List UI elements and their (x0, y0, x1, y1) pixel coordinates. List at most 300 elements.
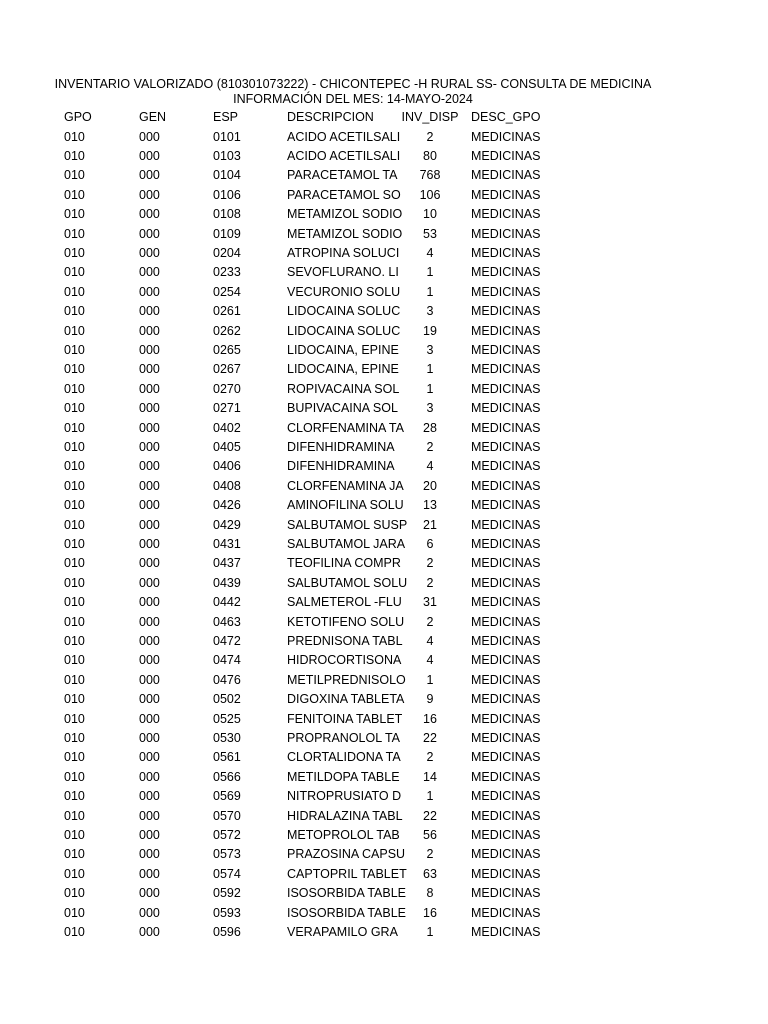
cell-inv-disp: 2 (426, 439, 434, 454)
cell-esp: 0574 (213, 866, 241, 881)
table-row (0, 360, 768, 379)
cell-gpo: 010 (64, 207, 85, 222)
cell-gpo: 010 (64, 672, 85, 687)
cell-inv-disp: 1 (426, 672, 434, 687)
cell-inv-disp: 2 (426, 575, 434, 590)
cell-desc-gpo: MEDICINAS (471, 711, 541, 726)
cell-esp: 0569 (213, 789, 241, 804)
cell-esp: 0265 (213, 342, 241, 357)
cell-inv-disp: 53 (423, 226, 437, 241)
cell-gpo: 010 (64, 536, 85, 551)
cell-inv-disp: 14 (423, 769, 437, 784)
cell-descripcion: AMINOFILINA SOLU (287, 498, 404, 513)
cell-gpo: 010 (64, 362, 85, 377)
table-row (0, 923, 768, 942)
cell-descripcion: CAPTOPRIL TABLET (287, 866, 407, 881)
cell-desc-gpo: MEDICINAS (471, 187, 541, 202)
cell-gpo: 010 (64, 614, 85, 629)
cell-gen: 000 (139, 692, 160, 707)
cell-gen: 000 (139, 575, 160, 590)
cell-gen: 000 (139, 498, 160, 513)
cell-gpo: 010 (64, 711, 85, 726)
cell-gen: 000 (139, 924, 160, 939)
cell-esp: 0573 (213, 847, 241, 862)
cell-inv-disp: 28 (423, 420, 437, 435)
cell-inv-disp: 3 (426, 304, 434, 319)
cell-inv-disp: 10 (423, 207, 437, 222)
cell-esp: 0474 (213, 653, 241, 668)
cell-esp: 0406 (213, 459, 241, 474)
cell-gen: 000 (139, 381, 160, 396)
cell-inv-disp: 106 (419, 187, 441, 202)
cell-descripcion: METAMIZOL SODIO (287, 226, 403, 241)
table-row (0, 496, 768, 515)
cell-inv-disp: 16 (423, 711, 437, 726)
cell-gpo: 010 (64, 827, 85, 842)
cell-esp: 0530 (213, 730, 241, 745)
cell-esp: 0566 (213, 769, 241, 784)
cell-desc-gpo: MEDICINAS (471, 245, 541, 260)
table-row (0, 128, 768, 147)
cell-descripcion: VERAPAMILO GRA (287, 924, 398, 939)
column-header-descripcion: DESCRIPCION (287, 110, 374, 124)
cell-gen: 000 (139, 886, 160, 901)
cell-desc-gpo: MEDICINAS (471, 575, 541, 590)
cell-gpo: 010 (64, 129, 85, 144)
cell-descripcion: DIFENHIDRAMINA (287, 439, 395, 454)
cell-gpo: 010 (64, 304, 85, 319)
table-row (0, 341, 768, 360)
cell-inv-disp: 4 (426, 633, 434, 648)
cell-esp: 0402 (213, 420, 241, 435)
cell-inv-disp: 13 (423, 498, 437, 513)
cell-inv-disp: 1 (426, 789, 434, 804)
table-row (0, 419, 768, 438)
cell-descripcion: PARACETAMOL TA (287, 168, 398, 183)
cell-inv-disp: 19 (423, 323, 437, 338)
cell-descripcion: SALMETEROL -FLU (287, 595, 402, 610)
table-row (0, 884, 768, 903)
cell-esp: 0472 (213, 633, 241, 648)
table-row (0, 904, 768, 923)
cell-descripcion: METILDOPA TABLE (287, 769, 400, 784)
cell-descripcion: METOPROLOL TAB (287, 827, 400, 842)
cell-desc-gpo: MEDICINAS (471, 730, 541, 745)
cell-desc-gpo: MEDICINAS (471, 459, 541, 474)
cell-gen: 000 (139, 245, 160, 260)
cell-gpo: 010 (64, 323, 85, 338)
cell-inv-disp: 2 (426, 556, 434, 571)
cell-esp: 0270 (213, 381, 241, 396)
table-row (0, 457, 768, 476)
cell-descripcion: CLORTALIDONA TA (287, 750, 401, 765)
table-row (0, 613, 768, 632)
cell-gpo: 010 (64, 381, 85, 396)
cell-gen: 000 (139, 905, 160, 920)
cell-esp: 0561 (213, 750, 241, 765)
cell-gen: 000 (139, 769, 160, 784)
cell-gen: 000 (139, 323, 160, 338)
cell-desc-gpo: MEDICINAS (471, 498, 541, 513)
column-header-gpo: GPO (64, 110, 92, 124)
cell-gen: 000 (139, 148, 160, 163)
cell-gpo: 010 (64, 905, 85, 920)
cell-descripcion: PREDNISONA TABL (287, 633, 403, 648)
cell-inv-disp: 22 (423, 808, 437, 823)
cell-esp: 0262 (213, 323, 241, 338)
table-row (0, 516, 768, 535)
table-row (0, 244, 768, 263)
table-row (0, 477, 768, 496)
cell-inv-disp: 1 (426, 924, 434, 939)
table-row (0, 787, 768, 806)
cell-desc-gpo: MEDICINAS (471, 827, 541, 842)
cell-gpo: 010 (64, 866, 85, 881)
cell-gen: 000 (139, 614, 160, 629)
cell-descripcion: ROPIVACAINA SOL (287, 381, 400, 396)
cell-descripcion: ISOSORBIDA TABLE (287, 905, 407, 920)
cell-gen: 000 (139, 730, 160, 745)
cell-gpo: 010 (64, 789, 85, 804)
cell-esp: 0109 (213, 226, 241, 241)
cell-esp: 0439 (213, 575, 241, 590)
cell-gpo: 010 (64, 595, 85, 610)
table-row (0, 166, 768, 185)
cell-gpo: 010 (64, 633, 85, 648)
cell-descripcion: BUPIVACAINA SOL (287, 401, 398, 416)
cell-gen: 000 (139, 129, 160, 144)
cell-gpo: 010 (64, 148, 85, 163)
cell-inv-disp: 16 (423, 905, 437, 920)
cell-gen: 000 (139, 459, 160, 474)
table-row (0, 710, 768, 729)
cell-descripcion: HIDROCORTISONA (287, 653, 402, 668)
cell-descripcion: DIFENHIDRAMINA (287, 459, 395, 474)
cell-desc-gpo: MEDICINAS (471, 536, 541, 551)
cell-gpo: 010 (64, 459, 85, 474)
cell-descripcion: FENITOINA TABLET (287, 711, 403, 726)
cell-gpo: 010 (64, 245, 85, 260)
cell-esp: 0426 (213, 498, 241, 513)
cell-esp: 0261 (213, 304, 241, 319)
table-row (0, 768, 768, 787)
cell-desc-gpo: MEDICINAS (471, 595, 541, 610)
cell-desc-gpo: MEDICINAS (471, 226, 541, 241)
table-row (0, 748, 768, 767)
cell-gen: 000 (139, 866, 160, 881)
cell-gen: 000 (139, 168, 160, 183)
cell-esp: 0254 (213, 284, 241, 299)
cell-descripcion: PARACETAMOL SO (287, 187, 401, 202)
cell-inv-disp: 1 (426, 265, 434, 280)
cell-esp: 0431 (213, 536, 241, 551)
table-row (0, 593, 768, 612)
table-row (0, 302, 768, 321)
cell-gpo: 010 (64, 924, 85, 939)
column-header-inv-disp: INV_DISP (401, 110, 459, 124)
table-header-row (0, 108, 768, 127)
cell-esp: 0271 (213, 401, 241, 416)
table-row (0, 205, 768, 224)
cell-gpo: 010 (64, 847, 85, 862)
column-header-gen: GEN (139, 110, 167, 124)
cell-gen: 000 (139, 401, 160, 416)
cell-esp: 0525 (213, 711, 241, 726)
cell-gen: 000 (139, 750, 160, 765)
cell-descripcion: PRAZOSINA CAPSU (287, 847, 406, 862)
cell-inv-disp: 8 (426, 886, 434, 901)
cell-gen: 000 (139, 207, 160, 222)
cell-desc-gpo: MEDICINAS (471, 381, 541, 396)
cell-inv-disp: 1 (426, 362, 434, 377)
table-row (0, 380, 768, 399)
report-title: INVENTARIO VALORIZADO (810301073222) - CHICONTEPEC -H RURAL SS- CONSULTA DE MEDICINA (54, 77, 652, 91)
table-row (0, 147, 768, 166)
cell-gen: 000 (139, 595, 160, 610)
cell-gpo: 010 (64, 575, 85, 590)
cell-desc-gpo: MEDICINAS (471, 323, 541, 338)
cell-gpo: 010 (64, 439, 85, 454)
cell-descripcion: PROPRANOLOL TA (287, 730, 400, 745)
cell-gpo: 010 (64, 284, 85, 299)
cell-esp: 0267 (213, 362, 241, 377)
table-row (0, 651, 768, 670)
cell-gpo: 010 (64, 265, 85, 280)
cell-gen: 000 (139, 284, 160, 299)
cell-descripcion: LIDOCAINA SOLUC (287, 323, 401, 338)
cell-esp: 0108 (213, 207, 241, 222)
table-row (0, 225, 768, 244)
cell-gen: 000 (139, 847, 160, 862)
cell-gpo: 010 (64, 769, 85, 784)
cell-gpo: 010 (64, 401, 85, 416)
table-row (0, 186, 768, 205)
cell-gen: 000 (139, 478, 160, 493)
cell-gen: 000 (139, 265, 160, 280)
cell-descripcion: TEOFILINA COMPR (287, 556, 401, 571)
cell-desc-gpo: MEDICINAS (471, 750, 541, 765)
cell-desc-gpo: MEDICINAS (471, 886, 541, 901)
cell-gen: 000 (139, 304, 160, 319)
cell-inv-disp: 2 (426, 614, 434, 629)
cell-inv-disp: 1 (426, 284, 434, 299)
cell-gpo: 010 (64, 478, 85, 493)
cell-descripcion: SALBUTAMOL JARA (287, 536, 406, 551)
cell-inv-disp: 80 (423, 148, 437, 163)
table-row (0, 865, 768, 884)
table-row (0, 826, 768, 845)
cell-esp: 0476 (213, 672, 241, 687)
cell-desc-gpo: MEDICINAS (471, 789, 541, 804)
cell-gen: 000 (139, 536, 160, 551)
cell-inv-disp: 2 (426, 750, 434, 765)
cell-descripcion: VECURONIO SOLU (287, 284, 401, 299)
cell-inv-disp: 6 (426, 536, 434, 551)
cell-gpo: 010 (64, 886, 85, 901)
cell-desc-gpo: MEDICINAS (471, 653, 541, 668)
table-row (0, 807, 768, 826)
cell-gpo: 010 (64, 498, 85, 513)
column-header-desc-gpo: DESC_GPO (471, 110, 541, 124)
cell-inv-disp: 56 (423, 827, 437, 842)
table-row (0, 438, 768, 457)
cell-gpo: 010 (64, 653, 85, 668)
cell-gpo: 010 (64, 730, 85, 745)
cell-esp: 0596 (213, 924, 241, 939)
cell-esp: 0233 (213, 265, 241, 280)
cell-esp: 0502 (213, 692, 241, 707)
cell-desc-gpo: MEDICINAS (471, 866, 541, 881)
cell-gen: 000 (139, 556, 160, 571)
cell-inv-disp: 3 (426, 401, 434, 416)
cell-esp: 0463 (213, 614, 241, 629)
cell-esp: 0429 (213, 517, 241, 532)
cell-desc-gpo: MEDICINAS (471, 517, 541, 532)
cell-descripcion: LIDOCAINA, EPINE (287, 342, 399, 357)
cell-descripcion: METILPREDNISOLO (287, 672, 406, 687)
table-row (0, 574, 768, 593)
cell-desc-gpo: MEDICINAS (471, 633, 541, 648)
cell-gen: 000 (139, 517, 160, 532)
cell-descripcion: HIDRALAZINA TABL (287, 808, 403, 823)
table-row (0, 263, 768, 282)
cell-desc-gpo: MEDICINAS (471, 924, 541, 939)
cell-desc-gpo: MEDICINAS (471, 847, 541, 862)
cell-inv-disp: 21 (423, 517, 437, 532)
cell-gen: 000 (139, 439, 160, 454)
cell-gen: 000 (139, 711, 160, 726)
cell-desc-gpo: MEDICINAS (471, 614, 541, 629)
cell-esp: 0572 (213, 827, 241, 842)
cell-descripcion: SALBUTAMOL SUSP (287, 517, 408, 532)
cell-gpo: 010 (64, 808, 85, 823)
cell-desc-gpo: MEDICINAS (471, 672, 541, 687)
cell-gen: 000 (139, 342, 160, 357)
cell-gpo: 010 (64, 517, 85, 532)
table-row (0, 632, 768, 651)
cell-desc-gpo: MEDICINAS (471, 769, 541, 784)
cell-esp: 0103 (213, 148, 241, 163)
cell-gen: 000 (139, 808, 160, 823)
cell-inv-disp: 3 (426, 342, 434, 357)
cell-inv-disp: 31 (423, 595, 437, 610)
cell-descripcion: SEVOFLURANO. LI (287, 265, 399, 280)
cell-desc-gpo: MEDICINAS (471, 401, 541, 416)
cell-descripcion: DIGOXINA TABLETA (287, 692, 405, 707)
cell-gen: 000 (139, 226, 160, 241)
cell-esp: 0408 (213, 478, 241, 493)
cell-desc-gpo: MEDICINAS (471, 342, 541, 357)
table-row (0, 399, 768, 418)
cell-inv-disp: 20 (423, 478, 437, 493)
cell-inv-disp: 4 (426, 459, 434, 474)
cell-gen: 000 (139, 653, 160, 668)
cell-esp: 0405 (213, 439, 241, 454)
cell-descripcion: ISOSORBIDA TABLE (287, 886, 407, 901)
cell-descripcion: SALBUTAMOL SOLU (287, 575, 408, 590)
cell-inv-disp: 2 (426, 847, 434, 862)
table-row (0, 322, 768, 341)
table-row (0, 845, 768, 864)
cell-gen: 000 (139, 827, 160, 842)
cell-gpo: 010 (64, 556, 85, 571)
cell-esp: 0442 (213, 595, 241, 610)
cell-gpo: 010 (64, 692, 85, 707)
column-header-esp: ESP (213, 110, 239, 124)
cell-descripcion: CLORFENAMINA JA (287, 478, 404, 493)
cell-gpo: 010 (64, 187, 85, 202)
table-row (0, 690, 768, 709)
cell-descripcion: ACIDO ACETILSALI (287, 129, 401, 144)
cell-descripcion: LIDOCAINA, EPINE (287, 362, 399, 377)
cell-gpo: 010 (64, 750, 85, 765)
cell-inv-disp: 22 (423, 730, 437, 745)
cell-descripcion: ATROPINA SOLUCI (287, 245, 400, 260)
cell-inv-disp: 4 (426, 245, 434, 260)
cell-descripcion: ACIDO ACETILSALI (287, 148, 401, 163)
cell-desc-gpo: MEDICINAS (471, 304, 541, 319)
cell-desc-gpo: MEDICINAS (471, 362, 541, 377)
cell-gpo: 010 (64, 226, 85, 241)
cell-gpo: 010 (64, 342, 85, 357)
cell-inv-disp: 9 (426, 692, 434, 707)
cell-inv-disp: 4 (426, 653, 434, 668)
cell-gpo: 010 (64, 420, 85, 435)
table-row (0, 671, 768, 690)
cell-gen: 000 (139, 362, 160, 377)
table-row (0, 283, 768, 302)
cell-desc-gpo: MEDICINAS (471, 168, 541, 183)
cell-descripcion: METAMIZOL SODIO (287, 207, 403, 222)
cell-desc-gpo: MEDICINAS (471, 439, 541, 454)
cell-gen: 000 (139, 420, 160, 435)
table-row (0, 554, 768, 573)
cell-inv-disp: 2 (426, 129, 434, 144)
cell-desc-gpo: MEDICINAS (471, 265, 541, 280)
cell-esp: 0437 (213, 556, 241, 571)
cell-desc-gpo: MEDICINAS (471, 148, 541, 163)
cell-desc-gpo: MEDICINAS (471, 692, 541, 707)
cell-desc-gpo: MEDICINAS (471, 808, 541, 823)
cell-inv-disp: 768 (419, 168, 441, 183)
cell-inv-disp: 1 (426, 381, 434, 396)
cell-esp: 0593 (213, 905, 241, 920)
cell-esp: 0570 (213, 808, 241, 823)
table-row (0, 729, 768, 748)
cell-esp: 0204 (213, 245, 241, 260)
cell-descripcion: KETOTIFENO SOLU (287, 614, 405, 629)
cell-gen: 000 (139, 789, 160, 804)
cell-esp: 0592 (213, 886, 241, 901)
cell-desc-gpo: MEDICINAS (471, 478, 541, 493)
cell-desc-gpo: MEDICINAS (471, 905, 541, 920)
cell-gen: 000 (139, 633, 160, 648)
cell-gen: 000 (139, 672, 160, 687)
cell-descripcion: LIDOCAINA SOLUC (287, 304, 401, 319)
cell-esp: 0106 (213, 187, 241, 202)
cell-gpo: 010 (64, 168, 85, 183)
cell-esp: 0101 (213, 129, 241, 144)
cell-descripcion: NITROPRUSIATO D (287, 789, 402, 804)
cell-gen: 000 (139, 187, 160, 202)
cell-desc-gpo: MEDICINAS (471, 556, 541, 571)
cell-inv-disp: 63 (423, 866, 437, 881)
cell-desc-gpo: MEDICINAS (471, 129, 541, 144)
cell-desc-gpo: MEDICINAS (471, 284, 541, 299)
cell-esp: 0104 (213, 168, 241, 183)
cell-descripcion: CLORFENAMINA TA (287, 420, 404, 435)
table-row (0, 535, 768, 554)
